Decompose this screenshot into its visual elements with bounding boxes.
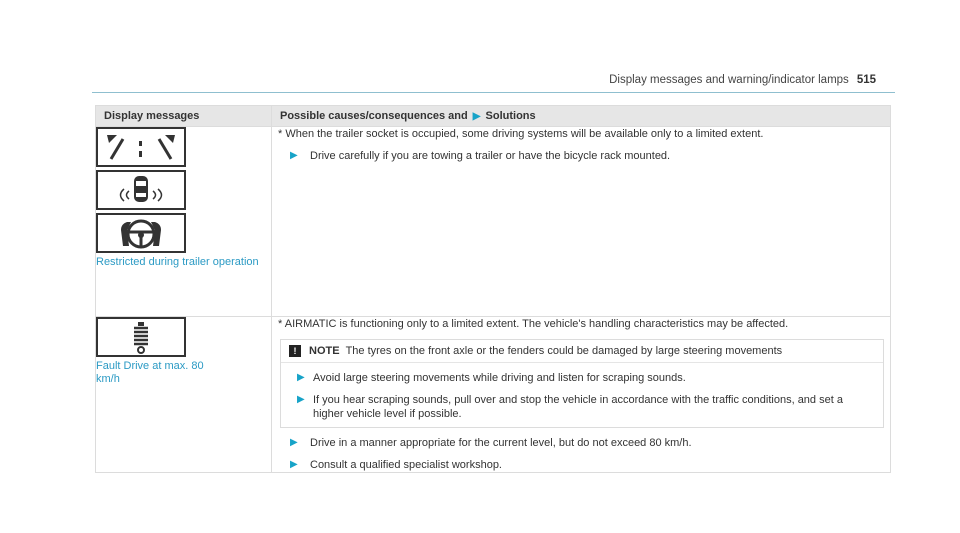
message-caption: Restricted during trailer operation [96, 256, 259, 268]
header-divider [92, 92, 895, 93]
solution-arrow-icon: ▶ [290, 437, 298, 448]
note-header [281, 340, 883, 363]
cause-text: * When the trailer socket is occupied, some driving systems will be available only to a limited extent. [278, 128, 764, 140]
table-row [96, 317, 891, 473]
column-header-causes: Possible causes/consequences and [280, 110, 468, 122]
solution-item [290, 458, 890, 472]
note-text: The tyres on the front axle or the fenders could be damaged by large steering movements [345, 345, 783, 357]
note-item-text: Avoid large steering movements while driving and listen for scraping sounds. [313, 372, 686, 384]
cause-text: * AIRMATIC is functioning only to a limited extent. The vehicle's handling characteristics may be affected. [278, 318, 789, 330]
solution-arrow-icon: ▶ [297, 394, 305, 405]
column-header-solutions: Solutions [485, 110, 536, 122]
solution-arrow-icon: ▶ [290, 459, 298, 470]
message-caption: Fault Drive at max. 80 km/h [96, 360, 204, 385]
note-item [289, 393, 875, 421]
column-header-display-messages: Display messages [96, 106, 272, 127]
page-number: 515 [856, 74, 876, 86]
steering-wheel-hands-icon [96, 213, 186, 253]
solution-arrow-icon: ▶ [290, 150, 298, 161]
solution-text: Consult a qualified specialist workshop. [310, 459, 502, 471]
table-header-row [96, 106, 891, 127]
message-cell [96, 127, 272, 317]
solution-arrow-icon: ▶ [297, 372, 305, 383]
solution-item [290, 149, 890, 163]
header-title: Display messages and warning/indicator lamps [609, 74, 849, 86]
solution-text: Drive carefully if you are towing a trailer or have the bicycle rack mounted. [310, 150, 671, 162]
solution-item [290, 436, 890, 450]
note-label: NOTE [309, 345, 340, 357]
note-body [281, 371, 883, 427]
suspension-spring-icon [96, 317, 186, 357]
display-messages-table [95, 105, 891, 473]
solution-text: Drive in a manner appropriate for the current level, but do not exceed 80 km/h. [310, 437, 692, 449]
causes-solutions-cell [272, 317, 891, 473]
causes-solutions-cell [272, 127, 891, 317]
note-item-text: If you hear scraping sounds, pull over and stop the vehicle in accordance with the traffic conditions, and set a higher vehicle level if possible. [313, 394, 843, 420]
column-header-causes-solutions [272, 106, 891, 127]
table-row [96, 127, 891, 317]
warning-exclamation-icon: ! [289, 345, 301, 357]
parking-sensor-car-icon [96, 170, 186, 210]
solution-arrow-icon: ▶ [472, 111, 481, 122]
note-item [289, 371, 875, 385]
page-header [609, 74, 876, 86]
note-box [280, 339, 884, 428]
lane-assist-icon [96, 127, 186, 167]
message-cell [96, 317, 272, 473]
